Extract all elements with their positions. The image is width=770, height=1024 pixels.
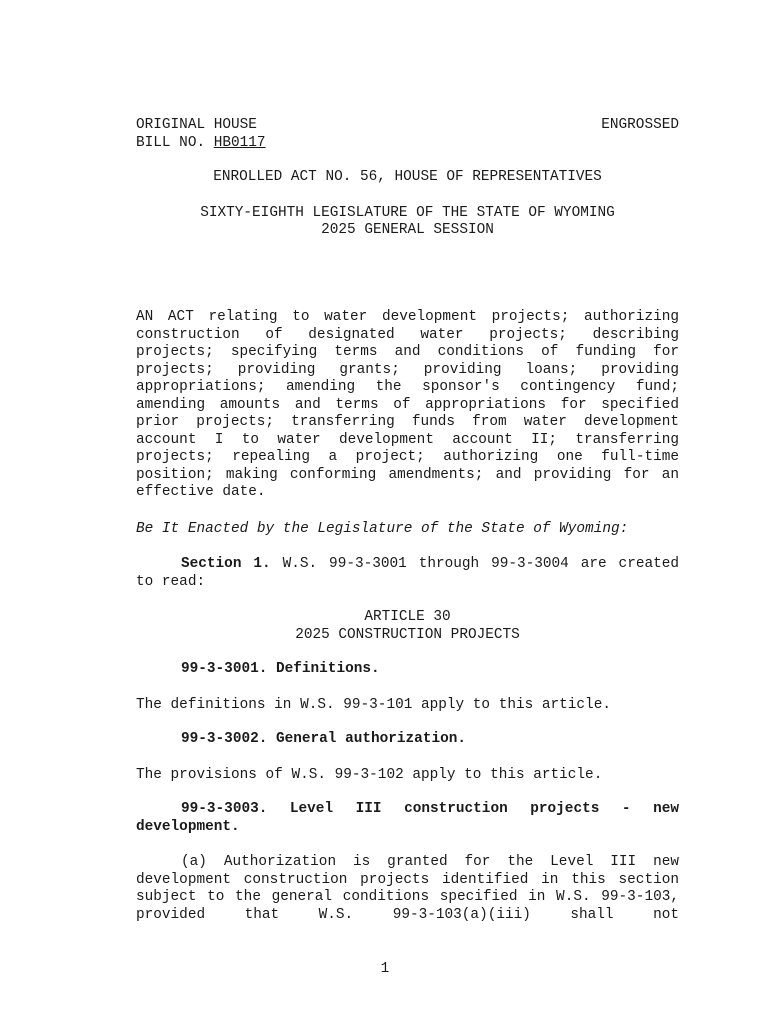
enacting-clause: Be It Enacted by the Legislature of the State of Wyoming: xyxy=(136,521,629,537)
page-number: 1 xyxy=(380,961,390,977)
section-3002-text: The provisions of W.S. 99-3-102 apply to this article. xyxy=(136,767,603,783)
enrolled-act-title: ENROLLED ACT NO. 56, HOUSE OF REPRESENTATIVES xyxy=(213,169,602,185)
section-1-text: W.S. 99-3-3001 through 99-3-3004 are created to read: xyxy=(136,556,680,590)
section-1-paragraph xyxy=(136,556,679,591)
header-bill-line xyxy=(136,135,679,153)
header-original-house: ORIGINAL HOUSE xyxy=(136,117,257,133)
bill-no-label: BILL NO. xyxy=(136,134,214,151)
header-engrossed: ENGROSSED xyxy=(601,117,679,133)
legislature-title: SIXTY-EIGHTH LEGISLATURE OF THE STATE OF WYOMING xyxy=(200,205,615,221)
section-3003-paragraph-a: (a) Authorization is granted for the Level III new development construction projects identified in this section subject to the general conditions specified in W.S. 99-3-103, provided that W.S. 99-3-103(a)(iii) shall not xyxy=(136,854,679,923)
article-number: ARTICLE 30 xyxy=(364,609,451,625)
session-title: 2025 GENERAL SESSION xyxy=(321,222,494,238)
section-3003-heading-line1: 99-3-3003. Level III construction projects - new xyxy=(181,801,679,817)
document-page xyxy=(136,0,679,1024)
section-3003-heading-line2: development. xyxy=(136,819,240,835)
section-1-label: Section 1. xyxy=(181,556,271,572)
bill-number: HB0117 xyxy=(213,134,266,151)
article-title: 2025 CONSTRUCTION PROJECTS xyxy=(295,627,520,643)
section-3001-heading: 99-3-3001. Definitions. xyxy=(181,661,380,677)
act-description: AN ACT relating to water development projects; authorizing construction of designated water projects; describing projects; specifying terms and conditions of funding for projects; providing grants; providing loans; providing appropriations; amending the sponsor's contingency fund; amending amounts and terms of appropriations for specified prior projects; transferring funds from water development account I to water development account II; transferring projects; repealing a project; authorizing one full-time position; making conforming amendments; and providing for an effective date. xyxy=(136,309,679,500)
section-3002-heading: 99-3-3002. General authorization. xyxy=(181,731,466,747)
section-3001-text: The definitions in W.S. 99-3-101 apply to this article. xyxy=(136,697,611,713)
